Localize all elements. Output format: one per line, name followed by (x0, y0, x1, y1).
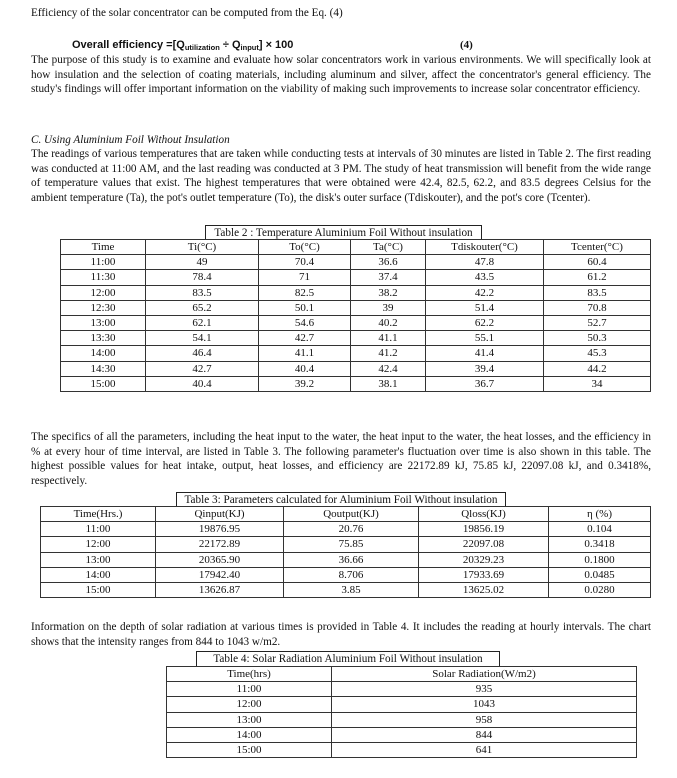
table2-header-cell: Ta(°C) (351, 240, 426, 255)
table4-cell: 15:00 (167, 742, 332, 757)
table2-row (61, 315, 651, 330)
table3-cell: 20365.90 (156, 552, 284, 567)
table3-cell: 20.76 (284, 522, 419, 537)
table2-cell: 40.4 (146, 376, 259, 391)
equation-sub-utilization: utilization (184, 43, 220, 52)
table2-cell: 54.1 (146, 331, 259, 346)
table3-cell: 0.0485 (549, 567, 651, 582)
table2-cell: 36.7 (426, 376, 544, 391)
table2-header-cell: Time (61, 240, 146, 255)
table2-cell: 39.2 (259, 376, 351, 391)
paragraph-parameters: The specifics of all the parameters, including the heat input to the water, the heat input to the water, the heat losses, and the efficiency in % at every hour of time interval, are listed in Table 3. The following parameter's fluctuation over time is also shown in this table. The highest possible values for heat intake, output, heat losses, and efficiency are 22172.89 kJ, 75.85 kJ, 22097.08 kJ, and 0.3418%, respectively. (31, 431, 651, 487)
table2-cell: 41.1 (351, 331, 426, 346)
table3-header-row (41, 507, 651, 522)
table3-header-cell: Time(Hrs.) (41, 507, 156, 522)
table2-cell: 42.7 (146, 361, 259, 376)
table3-cell: 8.706 (284, 567, 419, 582)
table2-header-cell: To(°C) (259, 240, 351, 255)
table4 (166, 666, 637, 758)
table3-cell: 0.1800 (549, 552, 651, 567)
table4-cell: 1043 (332, 697, 637, 712)
table2-cell: 11:30 (61, 270, 146, 285)
table4-cell: 958 (332, 712, 637, 727)
table2-cell: 14:00 (61, 346, 146, 361)
table3-cell: 75.85 (284, 537, 419, 552)
table3-header-cell: Qinput(KJ) (156, 507, 284, 522)
table2-cell: 50.3 (544, 331, 651, 346)
table4-cell: 12:00 (167, 697, 332, 712)
table2-row (61, 361, 651, 376)
table2-row (61, 300, 651, 315)
table2-cell: 65.2 (146, 300, 259, 315)
table2-row (61, 285, 651, 300)
table2-header-row (61, 240, 651, 255)
table2-header-cell: Ti(°C) (146, 240, 259, 255)
table2-cell: 14:30 (61, 361, 146, 376)
table3 (40, 506, 651, 598)
table2-cell: 39 (351, 300, 426, 315)
table2-cell: 71 (259, 270, 351, 285)
intro-line: Efficiency of the solar concentrator can be computed from the Eq. (4) (31, 7, 343, 19)
table2-cell: 52.7 (544, 315, 651, 330)
paragraph-radiation: Information on the depth of solar radiation at various times is provided in Table 4. It includes the reading at hourly intervals. The chart shows that the intensity ranges from 844 to 1043 w/m2. (31, 621, 651, 648)
table4-row (167, 712, 637, 727)
table4-header-cell: Time(hrs) (167, 667, 332, 682)
table3-cell: 19856.19 (419, 522, 549, 537)
table3-cell: 14:00 (41, 567, 156, 582)
table3-cell: 17942.40 (156, 567, 284, 582)
table2-cell: 38.1 (351, 376, 426, 391)
table4-cell: 641 (332, 742, 637, 757)
table2-cell: 70.4 (259, 255, 351, 270)
table2-cell: 15:00 (61, 376, 146, 391)
table2-cell: 83.5 (146, 285, 259, 300)
table2-cell: 61.2 (544, 270, 651, 285)
table3-header-cell: η (%) (549, 507, 651, 522)
table3-cell: 13:00 (41, 552, 156, 567)
table3-cell: 0.3418 (549, 537, 651, 552)
table4-cell: 935 (332, 682, 637, 697)
table2-cell: 12:30 (61, 300, 146, 315)
table3-row (41, 552, 651, 567)
table2-cell: 78.4 (146, 270, 259, 285)
table2-cell: 41.4 (426, 346, 544, 361)
table2 (60, 239, 651, 392)
table2-row (61, 331, 651, 346)
table2-header-cell: Tdiskouter(°C) (426, 240, 544, 255)
table2-cell: 12:00 (61, 285, 146, 300)
table2-caption: Table 2 : Temperature Aluminium Foil Without insulation (205, 225, 482, 240)
table2-cell: 42.4 (351, 361, 426, 376)
table2-cell: 42.7 (259, 331, 351, 346)
table4-row (167, 697, 637, 712)
table2-cell: 36.6 (351, 255, 426, 270)
table2-cell: 42.2 (426, 285, 544, 300)
table3-cell: 13625.02 (419, 582, 549, 597)
table2-cell: 51.4 (426, 300, 544, 315)
table2-row (61, 270, 651, 285)
table2-cell: 41.2 (351, 346, 426, 361)
table2-cell: 82.5 (259, 285, 351, 300)
table2-cell: 40.4 (259, 361, 351, 376)
table2-cell: 37.4 (351, 270, 426, 285)
table2-cell: 54.6 (259, 315, 351, 330)
table3-cell: 19876.95 (156, 522, 284, 537)
table3-cell: 22172.89 (156, 537, 284, 552)
table2-cell: 13:00 (61, 315, 146, 330)
table3-cell: 0.0280 (549, 582, 651, 597)
equation-number: (4) (460, 39, 473, 51)
paragraph-purpose: The purpose of this study is to examine and evaluate how solar concentrators work in various environments. We will specifically look at how insulation and the selection of coating materials, including aluminum and silver, affect the concentrator's general efficiency. The study's findings will offer important information on the viability of making such improvements to increase solar concentrator efficiency. (31, 54, 651, 96)
table2-cell: 45.3 (544, 346, 651, 361)
table2-cell: 11:00 (61, 255, 146, 270)
table3-header-cell: Qloss(KJ) (419, 507, 549, 522)
table4-cell: 14:00 (167, 727, 332, 742)
table3-cell: 20329.23 (419, 552, 549, 567)
table4-cell: 13:00 (167, 712, 332, 727)
equation-rhs: ] × 100 (258, 39, 294, 51)
table2-cell: 40.2 (351, 315, 426, 330)
table4-header-cell: Solar Radiation(W/m2) (332, 667, 637, 682)
table3-row (41, 537, 651, 552)
table2-cell: 47.8 (426, 255, 544, 270)
table3-caption: Table 3: Parameters calculated for Aluminium Foil Without insulation (176, 492, 506, 507)
table3-cell: 15:00 (41, 582, 156, 597)
table3-row (41, 522, 651, 537)
table4-row (167, 727, 637, 742)
table2-cell: 43.5 (426, 270, 544, 285)
table2-cell: 38.2 (351, 285, 426, 300)
table3-cell: 36.66 (284, 552, 419, 567)
table2-cell: 49 (146, 255, 259, 270)
table2-cell: 55.1 (426, 331, 544, 346)
table2-row (61, 376, 651, 391)
table2-cell: 83.5 (544, 285, 651, 300)
table2-cell: 39.4 (426, 361, 544, 376)
paragraph-temperatures: The readings of various temperatures that are taken while conducting tests at intervals of 30 minutes are listed in Table 2. The first reading was conducted at 11:00 AM, and the last reading was conducted at 3 PM. The study of heat transmission will benefit from the wide range of temperature values that exist. The highest temperatures that were obtained were 42.4, 82.5, 62.2, and 83.5 degrees Celsius for the ambient temperature (Ta), the pot's outlet temperature (To), the disk's outer surface (Tdiskouter), and the pot's core (Tcenter). (31, 148, 651, 204)
equation-mid: ÷ Q (219, 39, 241, 51)
table3-header-cell: Qoutput(KJ) (284, 507, 419, 522)
table2-cell: 62.1 (146, 315, 259, 330)
equation-lhs: Overall efficiency =[Q (72, 39, 185, 51)
table2-cell: 34 (544, 376, 651, 391)
table3-cell: 3.85 (284, 582, 419, 597)
section-heading: C. Using Aluminium Foil Without Insulation (31, 134, 230, 146)
table3-cell: 17933.69 (419, 567, 549, 582)
table2-cell: 44.2 (544, 361, 651, 376)
table2-cell: 41.1 (259, 346, 351, 361)
table3-cell: 12:00 (41, 537, 156, 552)
table4-row (167, 682, 637, 697)
table3-cell: 13626.87 (156, 582, 284, 597)
table3-row (41, 582, 651, 597)
table4-caption: Table 4: Solar Radiation Aluminium Foil Without insulation (196, 651, 500, 666)
table3-row (41, 567, 651, 582)
table4-row (167, 742, 637, 757)
table2-cell: 50.1 (259, 300, 351, 315)
table3-cell: 22097.08 (419, 537, 549, 552)
table2-cell: 60.4 (544, 255, 651, 270)
table3-cell: 11:00 (41, 522, 156, 537)
table3-cell: 0.104 (549, 522, 651, 537)
table2-header-cell: Tcenter(°C) (544, 240, 651, 255)
equation-sub-input: input (240, 43, 259, 52)
table4-cell: 11:00 (167, 682, 332, 697)
table2-cell: 62.2 (426, 315, 544, 330)
table2-row (61, 255, 651, 270)
table2-row (61, 346, 651, 361)
table2-cell: 13:30 (61, 331, 146, 346)
table4-cell: 844 (332, 727, 637, 742)
table2-cell: 46.4 (146, 346, 259, 361)
table4-header-row (167, 667, 637, 682)
table2-cell: 70.8 (544, 300, 651, 315)
